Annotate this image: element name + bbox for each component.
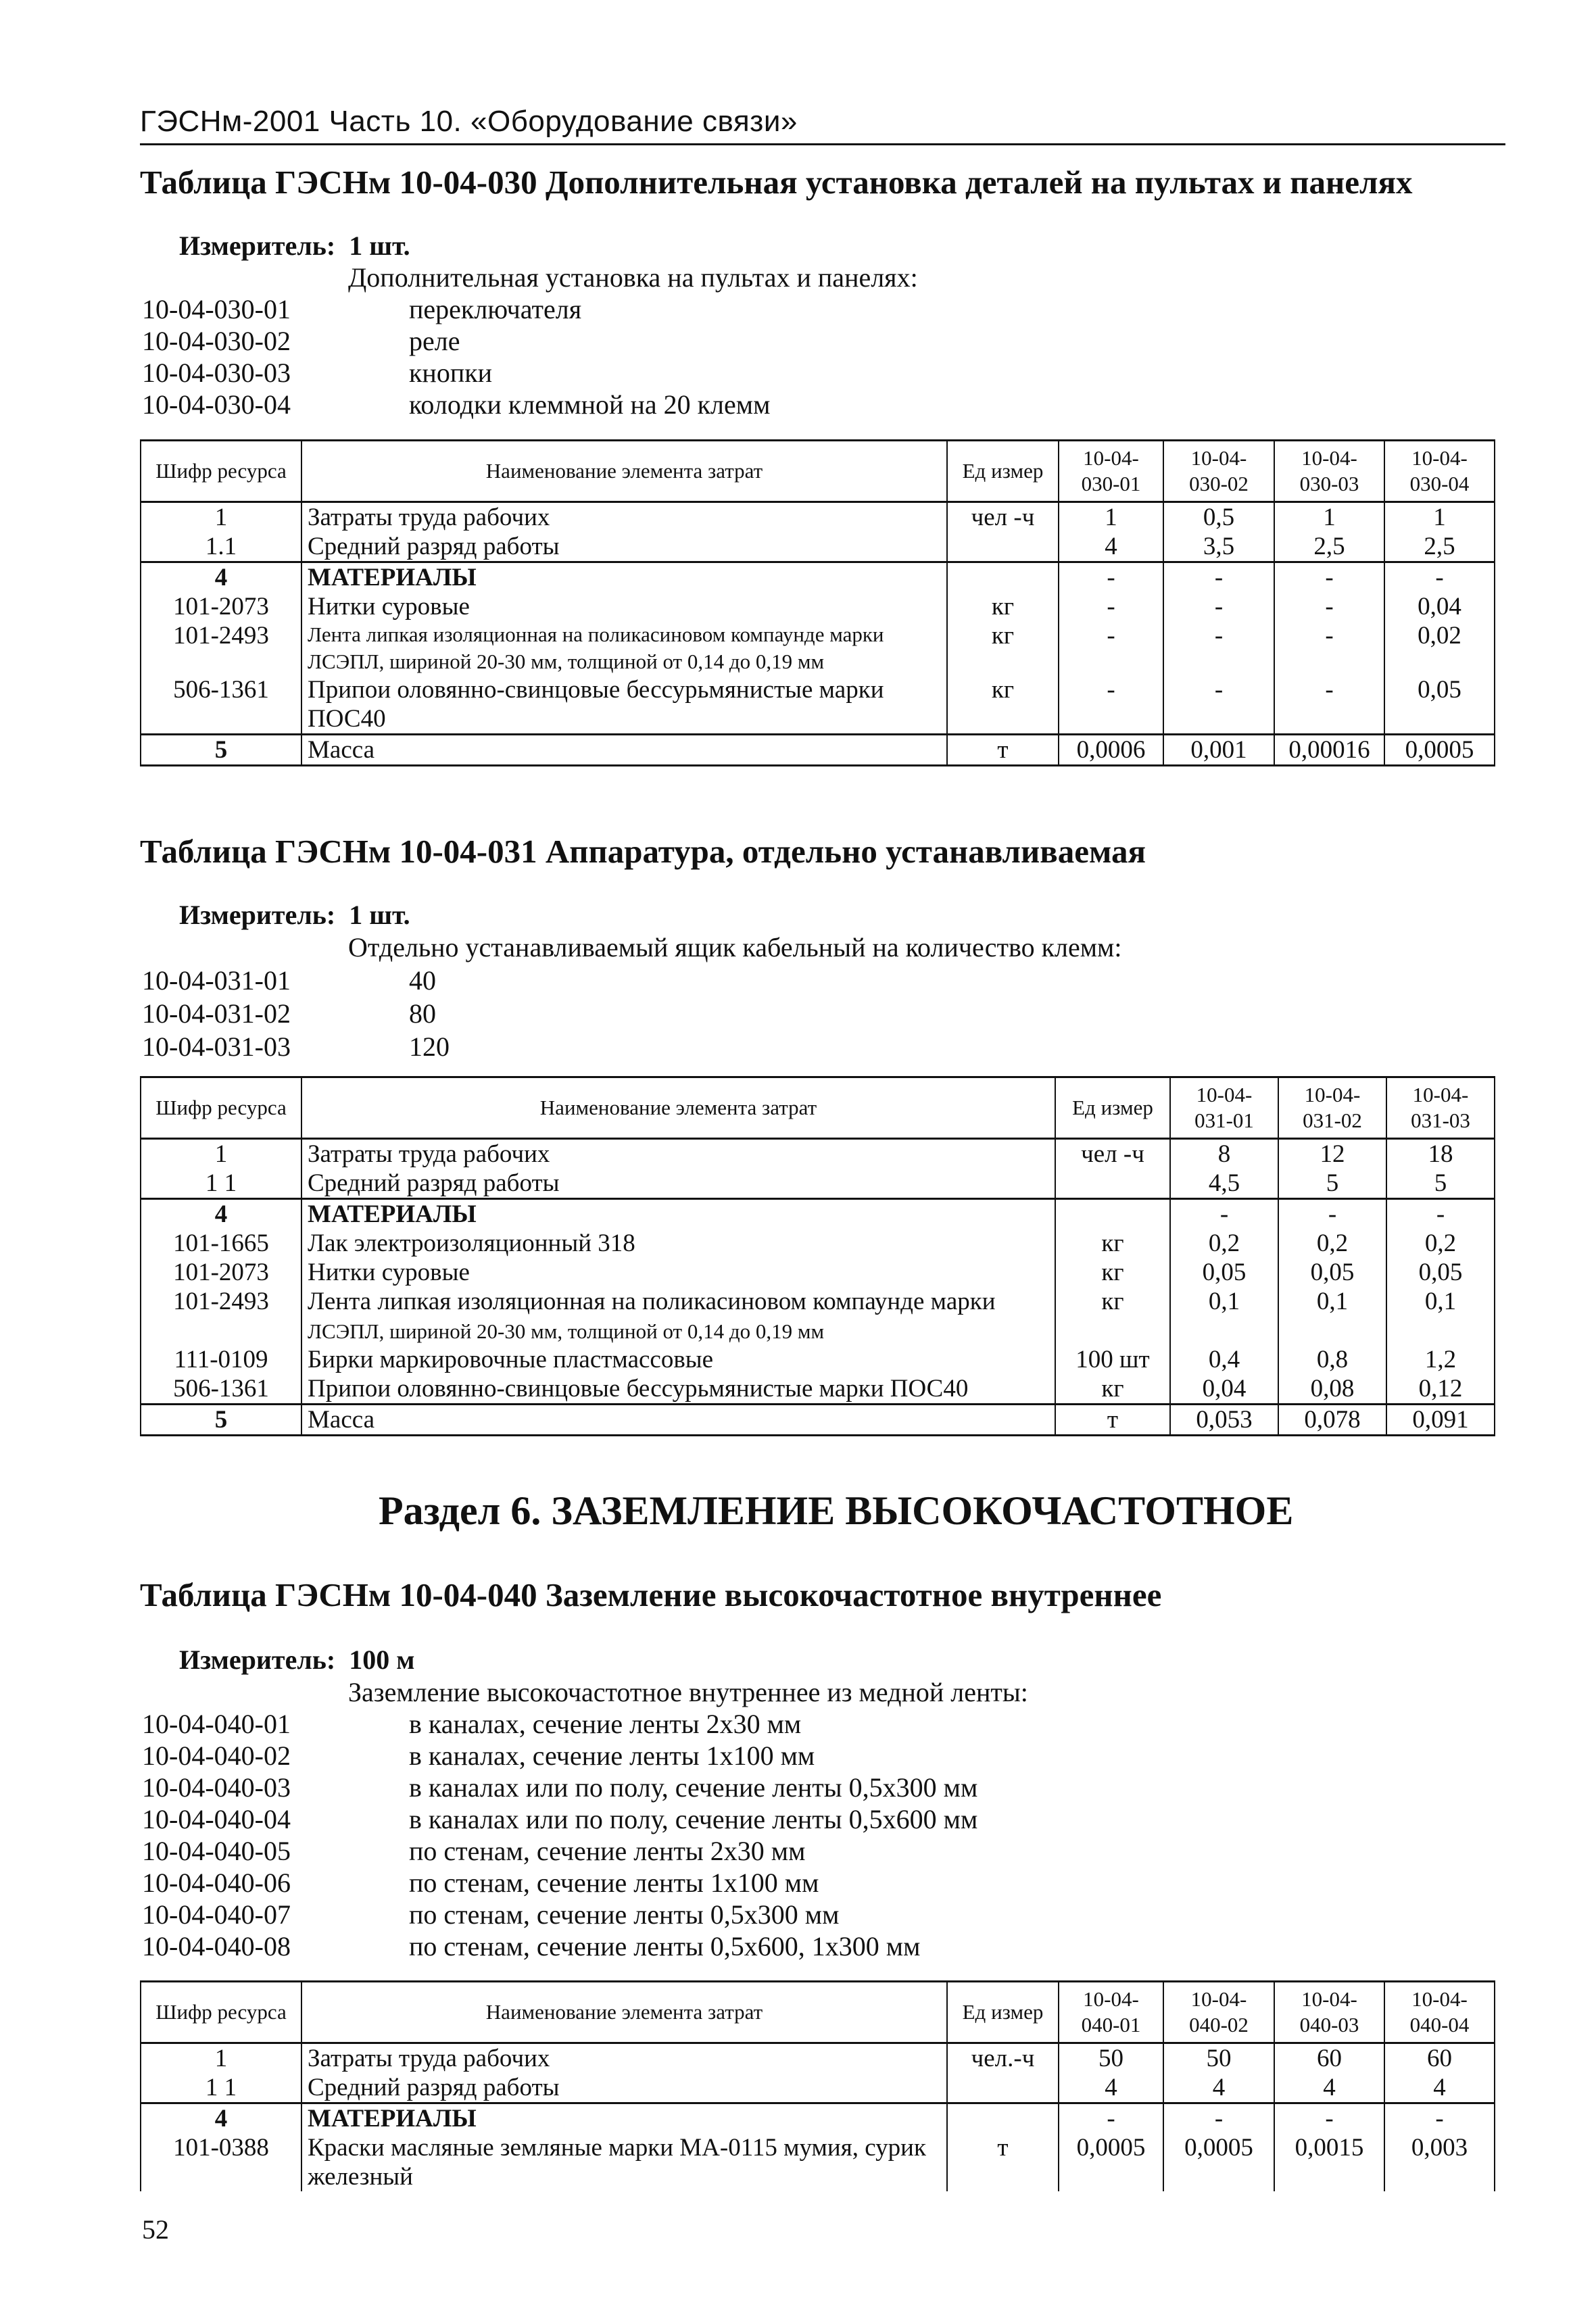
variant-name: 40 (409, 965, 436, 996)
variant-name: по стенам, сечение ленты 1x100 мм (409, 1868, 819, 1898)
table-cell: 1 1 (141, 2073, 301, 2103)
table-cell: 5 (1386, 1169, 1495, 1199)
table-cell: 0,001 (1163, 735, 1274, 766)
variant-code: 10-04-031-03 (142, 1031, 291, 1062)
table-cell: 0,2 (1170, 1229, 1278, 1258)
table-header-row (141, 441, 1495, 502)
table-row (141, 1139, 1495, 1169)
table-cell: 4 (141, 562, 301, 593)
variant-code: 10-04-040-06 (142, 1868, 291, 1898)
table-cell: - (1274, 621, 1384, 675)
table-cell: МАТЕРИАЛЫ (301, 2103, 947, 2134)
table-cell: 101-2073 (141, 1258, 301, 1287)
table-cell: 1,2 (1386, 1345, 1495, 1374)
table-cell: 0,08 (1278, 1374, 1386, 1405)
table-cell: 0,0015 (1274, 2133, 1384, 2191)
table-cell: 5 (1278, 1169, 1386, 1199)
table-cell: чел -ч (947, 502, 1059, 533)
col-variant-header: 10-04- 040-02 (1163, 1982, 1274, 2043)
variant-code: 10-04-030-02 (142, 326, 291, 356)
col-code-header: Шифр ресурса (141, 1982, 301, 2043)
table-cell: кг (1055, 1287, 1170, 1345)
variant-row (142, 1899, 1156, 1931)
table-cell: 18 (1386, 1139, 1495, 1169)
variant-name: переключателя (409, 294, 582, 324)
col-variant-header: 10-04- 031-01 (1170, 1077, 1278, 1139)
table-cell (947, 2103, 1059, 2134)
table-cell: 60 (1274, 2043, 1384, 2074)
table-cell: Средний разряд работы (301, 532, 947, 562)
table-cell: 5 (141, 735, 301, 766)
table-cell: 0,00016 (1274, 735, 1384, 766)
table-cell: 0,04 (1170, 1374, 1278, 1405)
variant-code: 10-04-030-01 (142, 294, 291, 324)
table-cell: - (1274, 562, 1384, 593)
table-cell: МАТЕРИАЛЫ (301, 562, 947, 593)
table-cell: - (1163, 621, 1274, 675)
table-row (141, 592, 1495, 621)
table-cell: 1 (1274, 502, 1384, 533)
table-cell: 0,091 (1386, 1405, 1495, 1436)
table-cell: Масса (301, 735, 947, 766)
col-variant-header: 10-04- 031-03 (1386, 1077, 1495, 1139)
table-cell: Средний разряд работы (301, 2073, 947, 2103)
table-cell: Масса (301, 1405, 1055, 1436)
table-cell: - (1384, 2103, 1495, 2134)
table-cell: кг (947, 621, 1059, 675)
table-row (141, 1374, 1495, 1405)
table-cell: кг (947, 675, 1059, 735)
table-cell: 0,1 (1386, 1287, 1495, 1345)
table-cell: 0,8 (1278, 1345, 1386, 1374)
table-row (141, 1229, 1495, 1258)
variant-row (142, 1803, 1156, 1836)
table-cell: 60 (1384, 2043, 1495, 2074)
table-cell: 1.1 (141, 532, 301, 562)
table-cell: - (1386, 1199, 1495, 1229)
table-cell: 4,5 (1170, 1169, 1278, 1199)
table-cell: 0,0005 (1163, 2133, 1274, 2191)
meter-value: 100 м (349, 1644, 415, 1675)
col-variant-header: 10-04- 030-03 (1274, 441, 1384, 502)
table-cell: 1 (141, 2043, 301, 2074)
table-row (141, 2043, 1495, 2074)
table-cell: - (1059, 675, 1163, 735)
meter-label: Измеритель: (179, 230, 336, 261)
variant-name: по стенам, сечение ленты 0,5x600, 1x300 мм (409, 1931, 921, 1961)
table-cell: 0,0006 (1059, 735, 1163, 766)
variant-name: кнопки (409, 358, 493, 388)
col-variant-header: 10-04- 040-04 (1384, 1982, 1495, 2043)
table-cell: 0,05 (1384, 675, 1495, 735)
variant-row (142, 1031, 1156, 1063)
table-030-intro: Дополнительная установка на пультах и панелях: (348, 262, 918, 293)
table-row (141, 1345, 1495, 1374)
table-cell: 5 (141, 1405, 301, 1436)
variant-code: 10-04-040-01 (142, 1709, 291, 1739)
table-cell (1055, 1169, 1170, 1199)
variant-name: в каналах, сечение ленты 2x30 мм (409, 1709, 802, 1739)
table-040-title: Таблица ГЭСНм 10-04-040 Заземление высокочастотное внутреннее (140, 1576, 1162, 1613)
table-cell: 4 (141, 2103, 301, 2134)
table-cell: 0,05 (1278, 1258, 1386, 1287)
table-cell: чел -ч (1055, 1139, 1170, 1169)
table-031 (140, 1076, 1495, 1436)
table-cell: - (1170, 1199, 1278, 1229)
variant-row (142, 357, 1156, 389)
table-cell: 8 (1170, 1139, 1278, 1169)
table-row (141, 675, 1495, 735)
table-cell: 0,4 (1170, 1345, 1278, 1374)
table-cell (947, 562, 1059, 593)
table-cell: 1 (1384, 502, 1495, 533)
table-cell: Лента липкая изоляционная на поликасиновом компаунде марки ЛСЭПЛ, шириной 20-30 мм, толщиной от 0,14 до 0,19 мм (301, 621, 947, 675)
table-cell: 0,04 (1384, 592, 1495, 621)
col-variant-header: 10-04- 030-04 (1384, 441, 1495, 502)
table-031-meter (179, 899, 410, 931)
table-cell: Краски масляные земляные марки МА-0115 мумия, сурик железный (301, 2133, 947, 2191)
table-cell: - (1384, 562, 1495, 593)
table-030-title: Таблица ГЭСНм 10-04-030 Дополнительная установка деталей на пультах и панелях (140, 164, 1413, 201)
table-cell: - (1163, 2103, 1274, 2134)
variant-code: 10-04-040-08 (142, 1931, 291, 1961)
table-040 (140, 1980, 1495, 2191)
table-cell: 0,0005 (1059, 2133, 1163, 2191)
table-row (141, 735, 1495, 766)
table-cell: - (1278, 1199, 1386, 1229)
variant-code: 10-04-030-04 (142, 389, 291, 420)
table-cell: МАТЕРИАЛЫ (301, 1199, 1055, 1229)
variant-name: 80 (409, 998, 436, 1029)
col-variant-header: 10-04- 030-01 (1059, 441, 1163, 502)
table-cell: 50 (1059, 2043, 1163, 2074)
table-row (141, 532, 1495, 562)
table-cell: Бирки маркировочные пластмассовые (301, 1345, 1055, 1374)
table-cell: 50 (1163, 2043, 1274, 2074)
meter-value: 1 шт. (349, 900, 410, 930)
table-040-meter (179, 1644, 414, 1676)
table-cell: 0,12 (1386, 1374, 1495, 1405)
table-cell: 0,02 (1384, 621, 1495, 675)
variant-name: по стенам, сечение ленты 0,5x300 мм (409, 1899, 840, 1930)
table-cell: 0,2 (1278, 1229, 1386, 1258)
meter-label: Измеритель: (179, 900, 336, 930)
table-cell: 4 (1384, 2073, 1495, 2103)
table-cell: 4 (141, 1199, 301, 1229)
table-cell: 0,2 (1386, 1229, 1495, 1258)
page-number: 52 (142, 2214, 169, 2245)
table-row (141, 1199, 1495, 1229)
col-variant-header: 10-04- 031-02 (1278, 1077, 1386, 1139)
col-code-header: Шифр ресурса (141, 441, 301, 502)
variant-row (142, 1867, 1156, 1899)
col-variant-header: 10-04- 030-02 (1163, 441, 1274, 502)
variant-row (142, 1835, 1156, 1868)
table-030-meter (179, 230, 410, 262)
table-cell: 4 (1163, 2073, 1274, 2103)
table-row (141, 2073, 1495, 2103)
variant-code: 10-04-030-03 (142, 358, 291, 388)
table-cell: кг (947, 592, 1059, 621)
table-cell: 101-0388 (141, 2133, 301, 2191)
table-cell: 4 (1059, 532, 1163, 562)
col-variant-header: 10-04- 040-03 (1274, 1982, 1384, 2043)
table-cell: - (1274, 2103, 1384, 2134)
table-cell: 101-2073 (141, 592, 301, 621)
table-row (141, 562, 1495, 593)
table-row (141, 1258, 1495, 1287)
table-row (141, 621, 1495, 675)
variant-code: 10-04-040-05 (142, 1836, 291, 1866)
table-cell: 0,1 (1170, 1287, 1278, 1345)
table-cell: чел.-ч (947, 2043, 1059, 2074)
variant-row (142, 1708, 1156, 1740)
variant-row (142, 1930, 1156, 1963)
table-cell: 100 шт (1055, 1345, 1170, 1374)
col-name-header: Наименование элемента затрат (301, 441, 947, 502)
table-row (141, 2103, 1495, 2134)
table-row (141, 502, 1495, 533)
table-cell: - (1059, 562, 1163, 593)
table-cell: 0,05 (1386, 1258, 1495, 1287)
variant-name: по стенам, сечение ленты 2x30 мм (409, 1836, 806, 1866)
meter-label: Измеритель: (179, 1644, 336, 1675)
table-cell: - (1163, 562, 1274, 593)
variant-row (142, 389, 1156, 421)
table-cell: 0,1 (1278, 1287, 1386, 1345)
variant-row (142, 1740, 1156, 1772)
col-unit-header: Ед измер (947, 1982, 1059, 2043)
table-cell: 506-1361 (141, 1374, 301, 1405)
col-code-header: Шифр ресурса (141, 1077, 301, 1139)
col-variant-header: 10-04- 040-01 (1059, 1982, 1163, 2043)
table-cell: - (1163, 675, 1274, 735)
table-cell: 101-2493 (141, 621, 301, 675)
table-cell: 4 (1059, 2073, 1163, 2103)
variant-row (142, 1772, 1156, 1804)
table-cell (947, 532, 1059, 562)
table-cell: - (1274, 675, 1384, 735)
table-cell: - (1274, 592, 1384, 621)
variant-code: 10-04-031-02 (142, 998, 291, 1029)
table-031-intro: Отдельно устанавливаемый ящик кабельный на количество клемм: (348, 932, 1122, 962)
table-cell: 1 1 (141, 1169, 301, 1199)
variant-name: в каналах или по полу, сечение ленты 0,5x300 мм (409, 1772, 978, 1803)
table-cell: 0,053 (1170, 1405, 1278, 1436)
table-040-intro: Заземление высокочастотное внутреннее из медной ленты: (348, 1677, 1028, 1707)
table-cell: 0,003 (1384, 2133, 1495, 2191)
table-cell: т (1055, 1405, 1170, 1436)
variant-row (142, 293, 1156, 326)
table-cell: Нитки суровые (301, 1258, 1055, 1287)
table-cell: Затраты труда рабочих (301, 502, 947, 533)
table-cell: Затраты труда рабочих (301, 1139, 1055, 1169)
table-cell: 0,5 (1163, 502, 1274, 533)
table-cell: 2,5 (1274, 532, 1384, 562)
table-cell: - (1059, 621, 1163, 675)
col-unit-header: Ед измер (947, 441, 1059, 502)
variant-row (142, 965, 1156, 997)
variant-code: 10-04-040-03 (142, 1772, 291, 1803)
table-row (141, 1405, 1495, 1436)
table-cell: кг (1055, 1229, 1170, 1258)
table-cell: 0,078 (1278, 1405, 1386, 1436)
table-cell (947, 2073, 1059, 2103)
running-header: ГЭСНм-2001 Часть 10. «Оборудование связи» (140, 101, 1505, 145)
table-cell: 1 (1059, 502, 1163, 533)
table-row (141, 2133, 1495, 2191)
table-cell: 111-0109 (141, 1345, 301, 1374)
table-031-title: Таблица ГЭСНм 10-04-031 Аппаратура, отдельно устанавливаемая (140, 833, 1146, 870)
table-row (141, 1169, 1495, 1199)
table-cell: 12 (1278, 1139, 1386, 1169)
table-cell: 4 (1274, 2073, 1384, 2103)
table-cell: 2,5 (1384, 532, 1495, 562)
table-030 (140, 439, 1495, 766)
variant-code: 10-04-040-04 (142, 1804, 291, 1834)
table-cell: 1 (141, 502, 301, 533)
table-cell: 0,05 (1170, 1258, 1278, 1287)
table-cell: Средний разряд работы (301, 1169, 1055, 1199)
variant-name: колодки клеммной на 20 клемм (409, 389, 771, 420)
table-cell: 506-1361 (141, 675, 301, 735)
variant-code: 10-04-031-01 (142, 965, 291, 996)
table-cell: - (1059, 2103, 1163, 2134)
table-cell: 1 (141, 1139, 301, 1169)
variant-name: в каналах, сечение ленты 1x100 мм (409, 1740, 815, 1771)
table-cell: 101-2493 (141, 1287, 301, 1345)
table-cell: Нитки суровые (301, 592, 947, 621)
table-row: 101-2493 Лента липкая изоляционная на поликасиновом компаунде марки ЛСЭПЛ, шириной 20-30 мм, толщиной от 0,14 до 0,19 мм кг 0,1 0,1 0,1 (141, 1287, 1495, 1345)
table-cell: кг (1055, 1258, 1170, 1287)
table-cell: Припои оловянно-свинцовые бессурьмянистые марки ПОС40 (301, 675, 947, 735)
meter-value: 1 шт. (349, 230, 410, 261)
table-cell: Лак электроизоляционный 318 (301, 1229, 1055, 1258)
table-cell: 0,0005 (1384, 735, 1495, 766)
table-cell: 101-1665 (141, 1229, 301, 1258)
table-cell: т (947, 2133, 1059, 2191)
table-cell: Припои оловянно-свинцовые бессурьмянистые марки ПОС40 (301, 1374, 1055, 1405)
table-cell: 3,5 (1163, 532, 1274, 562)
table-cell: Затраты труда рабочих (301, 2043, 947, 2074)
variant-row (142, 325, 1156, 358)
table-header-row (141, 1077, 1495, 1139)
variant-name: в каналах или по полу, сечение ленты 0,5x600 мм (409, 1804, 978, 1834)
col-name-header: Наименование элемента затрат (301, 1077, 1055, 1139)
table-header-row (141, 1982, 1495, 2043)
variant-name: реле (409, 326, 460, 356)
variant-row (142, 998, 1156, 1030)
table-cell: - (1059, 592, 1163, 621)
table-cell: - (1163, 592, 1274, 621)
section-title: Раздел 6. ЗАЗЕМЛЕНИЕ ВЫСОКОЧАСТОТНОЕ (379, 1488, 1294, 1533)
col-unit-header: Ед измер (1055, 1077, 1170, 1139)
variant-name: 120 (409, 1031, 450, 1062)
table-cell (1055, 1199, 1170, 1229)
table-cell: т (947, 735, 1059, 766)
table-cell: кг (1055, 1374, 1170, 1405)
variant-code: 10-04-040-07 (142, 1899, 291, 1930)
variant-code: 10-04-040-02 (142, 1740, 291, 1771)
col-name-header: Наименование элемента затрат (301, 1982, 947, 2043)
